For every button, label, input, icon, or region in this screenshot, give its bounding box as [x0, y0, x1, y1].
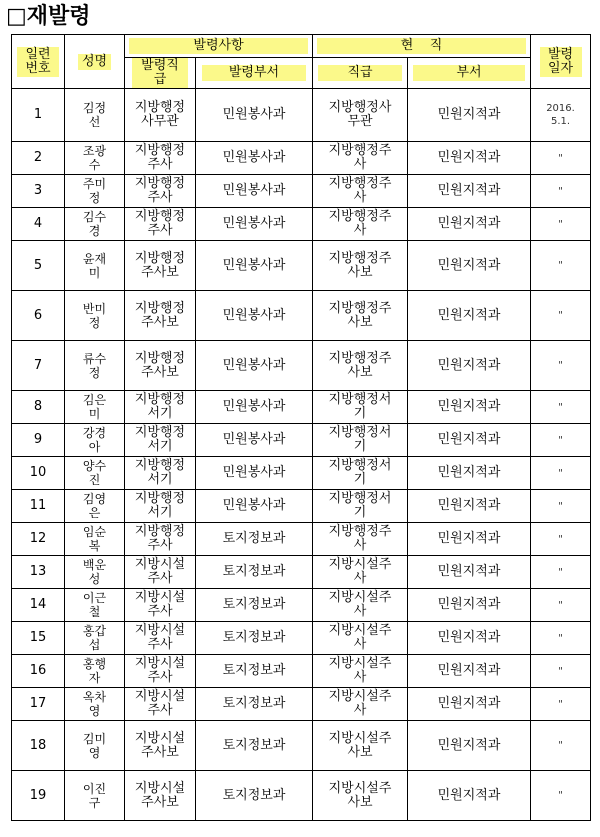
date-cell: " [531, 523, 591, 556]
header-current: 현 직 [313, 35, 531, 58]
serial-cell: 18 [12, 721, 65, 771]
current-dept-cell: 민원지적과 [408, 523, 531, 556]
serial-cell: 4 [12, 208, 65, 241]
name-cell: 옥차영 [65, 688, 125, 721]
name-cell: 강경아 [65, 424, 125, 457]
name-cell: 양수진 [65, 457, 125, 490]
date-cell: 2016. 5.1. [531, 89, 591, 142]
serial-cell: 11 [12, 490, 65, 523]
current-dept-cell: 민원지적과 [408, 208, 531, 241]
appointment-grade-cell: 지방행정주사보 [125, 291, 196, 341]
serial-cell: 10 [12, 457, 65, 490]
serial-cell: 3 [12, 175, 65, 208]
current-grade-cell: 지방행정서기 [313, 490, 408, 523]
current-grade-cell: 지방시설주사보 [313, 771, 408, 821]
table-row [12, 341, 591, 391]
table-row [12, 771, 591, 821]
reappointment-table [11, 34, 591, 821]
appointment-dept-cell: 토지정보과 [196, 688, 313, 721]
table-row [12, 655, 591, 688]
name-cell: 윤재미 [65, 241, 125, 291]
current-dept-cell: 민원지적과 [408, 241, 531, 291]
table-row [12, 241, 591, 291]
table-row [12, 142, 591, 175]
date-cell: " [531, 771, 591, 821]
current-grade-cell: 지방행정주사 [313, 523, 408, 556]
serial-cell: 9 [12, 424, 65, 457]
date-cell: " [531, 490, 591, 523]
appointment-grade-cell: 지방행정주사보 [125, 341, 196, 391]
name-cell: 이진구 [65, 771, 125, 821]
appointment-grade-cell: 지방행정사무관 [125, 89, 196, 142]
current-dept-cell: 민원지적과 [408, 655, 531, 688]
header-date: 발령일자 [531, 35, 591, 89]
name-cell: 홍행자 [65, 655, 125, 688]
appointment-grade-cell: 지방시설주사 [125, 589, 196, 622]
table-row [12, 424, 591, 457]
appointment-dept-cell: 민원봉사과 [196, 391, 313, 424]
appointment-dept-cell: 민원봉사과 [196, 175, 313, 208]
appointment-grade-cell: 지방행정주사 [125, 142, 196, 175]
appointment-dept-cell: 토지정보과 [196, 589, 313, 622]
date-cell: " [531, 291, 591, 341]
serial-cell: 14 [12, 589, 65, 622]
appointment-grade-cell: 지방시설주사보 [125, 721, 196, 771]
date-cell: " [531, 175, 591, 208]
current-grade-cell: 지방행정사무관 [313, 89, 408, 142]
header-current-dept: 부서 [408, 58, 531, 89]
name-cell: 반미정 [65, 291, 125, 341]
current-grade-cell: 지방시설주사 [313, 688, 408, 721]
appointment-grade-cell: 지방행정서기 [125, 424, 196, 457]
current-grade-cell: 지방행정주사 [313, 142, 408, 175]
current-dept-cell: 민원지적과 [408, 721, 531, 771]
appointment-grade-cell: 지방시설주사보 [125, 771, 196, 821]
current-grade-cell: 지방행정주사보 [313, 291, 408, 341]
name-cell: 김정선 [65, 89, 125, 142]
header-appointment-grade: 발령직급 [125, 58, 196, 89]
name-cell: 임순복 [65, 523, 125, 556]
name-cell: 김은미 [65, 391, 125, 424]
name-cell: 김영은 [65, 490, 125, 523]
appointment-grade-cell: 지방행정주사보 [125, 241, 196, 291]
current-dept-cell: 민원지적과 [408, 556, 531, 589]
table-row [12, 391, 591, 424]
appointment-dept-cell: 민원봉사과 [196, 142, 313, 175]
appointment-grade-cell: 지방행정주사 [125, 208, 196, 241]
date-cell: " [531, 341, 591, 391]
current-dept-cell: 민원지적과 [408, 589, 531, 622]
table-row [12, 490, 591, 523]
current-grade-cell: 지방행정서기 [313, 457, 408, 490]
current-dept-cell: 민원지적과 [408, 291, 531, 341]
name-cell: 류수정 [65, 341, 125, 391]
name-cell: 백운성 [65, 556, 125, 589]
date-cell: " [531, 655, 591, 688]
serial-cell: 8 [12, 391, 65, 424]
appointment-grade-cell: 지방시설주사 [125, 688, 196, 721]
current-grade-cell: 지방행정주사 [313, 208, 408, 241]
serial-cell: 7 [12, 341, 65, 391]
appointment-dept-cell: 민원봉사과 [196, 424, 313, 457]
serial-cell: 13 [12, 556, 65, 589]
header-row-top [12, 35, 591, 58]
header-name: 성명 [65, 35, 125, 89]
appointment-dept-cell: 토지정보과 [196, 771, 313, 821]
current-dept-cell: 민원지적과 [408, 341, 531, 391]
serial-cell: 15 [12, 622, 65, 655]
current-grade-cell: 지방시설주사 [313, 655, 408, 688]
appointment-dept-cell: 민원봉사과 [196, 241, 313, 291]
serial-cell: 6 [12, 291, 65, 341]
table-row [12, 89, 591, 142]
current-dept-cell: 민원지적과 [408, 771, 531, 821]
table-row [12, 175, 591, 208]
appointment-grade-cell: 지방행정주사 [125, 175, 196, 208]
date-cell: " [531, 688, 591, 721]
appointment-grade-cell: 지방시설주사 [125, 655, 196, 688]
appointment-dept-cell: 토지정보과 [196, 721, 313, 771]
serial-cell: 19 [12, 771, 65, 821]
name-cell: 김수경 [65, 208, 125, 241]
current-dept-cell: 민원지적과 [408, 622, 531, 655]
appointment-dept-cell: 토지정보과 [196, 523, 313, 556]
table-row [12, 208, 591, 241]
date-cell: " [531, 241, 591, 291]
current-dept-cell: 민원지적과 [408, 424, 531, 457]
current-grade-cell: 지방행정서기 [313, 391, 408, 424]
appointment-grade-cell: 지방행정주사 [125, 523, 196, 556]
current-grade-cell: 지방시설주사 [313, 622, 408, 655]
date-cell: " [531, 208, 591, 241]
name-cell: 주미정 [65, 175, 125, 208]
current-dept-cell: 민원지적과 [408, 391, 531, 424]
current-dept-cell: 민원지적과 [408, 89, 531, 142]
table-row [12, 556, 591, 589]
appointment-dept-cell: 민원봉사과 [196, 490, 313, 523]
date-cell: " [531, 457, 591, 490]
serial-cell: 1 [12, 89, 65, 142]
table-row [12, 291, 591, 341]
date-cell: " [531, 391, 591, 424]
date-cell: " [531, 556, 591, 589]
name-cell: 김미영 [65, 721, 125, 771]
header-current-grade: 직급 [313, 58, 408, 89]
page-title: □재발령 [6, 4, 91, 29]
appointment-dept-cell: 토지정보과 [196, 556, 313, 589]
serial-cell: 5 [12, 241, 65, 291]
serial-cell: 12 [12, 523, 65, 556]
current-grade-cell: 지방시설주사보 [313, 721, 408, 771]
appointment-grade-cell: 지방행정서기 [125, 391, 196, 424]
name-cell: 홍갑섭 [65, 622, 125, 655]
current-dept-cell: 민원지적과 [408, 457, 531, 490]
table-row [12, 622, 591, 655]
table-row [12, 721, 591, 771]
appointment-dept-cell: 민원봉사과 [196, 89, 313, 142]
table-row [12, 523, 591, 556]
appointment-grade-cell: 지방행정서기 [125, 457, 196, 490]
serial-cell: 2 [12, 142, 65, 175]
header-appointment-dept: 발령부서 [196, 58, 313, 89]
appointment-dept-cell: 민원봉사과 [196, 457, 313, 490]
name-cell: 이근철 [65, 589, 125, 622]
header-appointment: 발령사항 [125, 35, 313, 58]
serial-cell: 16 [12, 655, 65, 688]
appointment-dept-cell: 토지정보과 [196, 622, 313, 655]
current-grade-cell: 지방행정주사보 [313, 341, 408, 391]
table-row [12, 688, 591, 721]
date-cell: " [531, 589, 591, 622]
current-grade-cell: 지방행정주사 [313, 175, 408, 208]
date-cell: " [531, 424, 591, 457]
header-serial: 일련번호 [12, 35, 65, 89]
appointment-grade-cell: 지방시설주사 [125, 556, 196, 589]
name-cell: 조광수 [65, 142, 125, 175]
current-grade-cell: 지방시설주사 [313, 589, 408, 622]
appointment-dept-cell: 민원봉사과 [196, 291, 313, 341]
appointment-grade-cell: 지방시설주사 [125, 622, 196, 655]
appointment-grade-cell: 지방행정서기 [125, 490, 196, 523]
current-dept-cell: 민원지적과 [408, 142, 531, 175]
table-row [12, 457, 591, 490]
current-grade-cell: 지방시설주사 [313, 556, 408, 589]
current-dept-cell: 민원지적과 [408, 490, 531, 523]
current-dept-cell: 민원지적과 [408, 175, 531, 208]
date-cell: " [531, 622, 591, 655]
appointment-dept-cell: 토지정보과 [196, 655, 313, 688]
table-row [12, 589, 591, 622]
appointment-dept-cell: 민원봉사과 [196, 208, 313, 241]
current-dept-cell: 민원지적과 [408, 688, 531, 721]
appointment-dept-cell: 민원봉사과 [196, 341, 313, 391]
date-cell: " [531, 142, 591, 175]
serial-cell: 17 [12, 688, 65, 721]
current-grade-cell: 지방행정주사보 [313, 241, 408, 291]
date-cell: " [531, 721, 591, 771]
current-grade-cell: 지방행정서기 [313, 424, 408, 457]
